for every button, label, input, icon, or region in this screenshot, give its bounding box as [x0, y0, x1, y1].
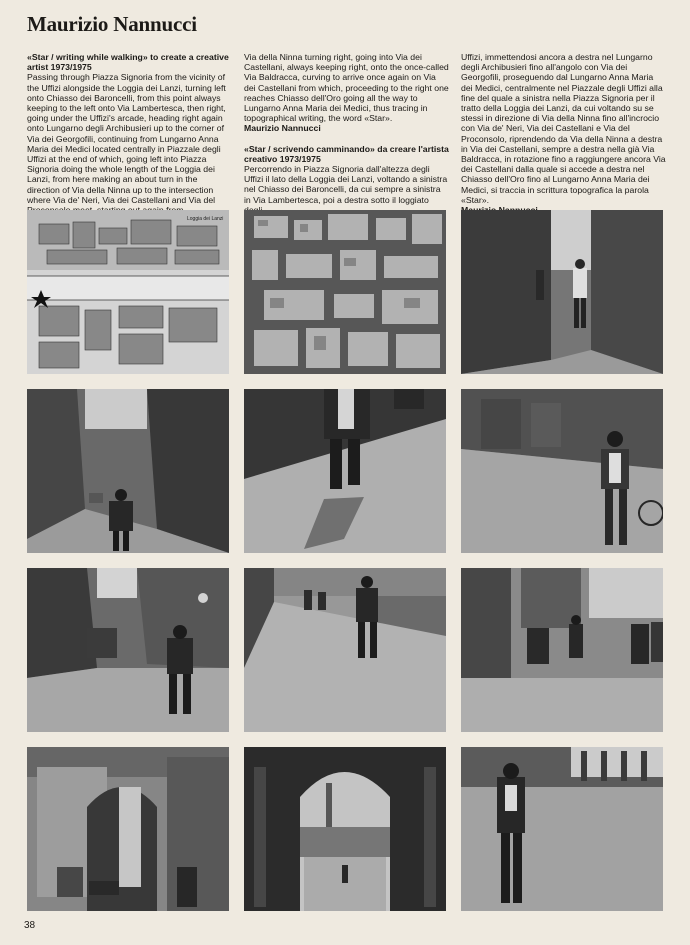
- photo-loggia-view: [244, 747, 446, 911]
- photo-walker-lamppost: [27, 568, 229, 732]
- photo-walker-bicycle: [461, 389, 663, 553]
- italian-title: «Star / scrivendo camminando» da creare l'artista creativo 1973/1975: [244, 143, 449, 164]
- photo-map: [27, 210, 229, 374]
- photo-walker-arcade: [461, 747, 663, 911]
- english-signature: Maurizio Nannucci: [244, 123, 321, 134]
- english-title: «Star / writing while walking» to create a creative artist 1973/1975: [27, 52, 229, 73]
- italian-body-2: Uffizi, immettendosi ancora a destra nel Lungarno degli Archibusieri fino all'angolo con Via dei Georgofili, proseguendo dal Lungarno Anna Maria dei Medici, centralmente nel Piazzale degli Uffizi alla fine del quale a sinistra nella Piazza Signoria per il tratto della Loggia dei Lanzi, da cui voltando su se stessi in direzione di Via della Ninna fino all'incrocio con Via de' Neri, Via dei Castellani e Via del Proconsolo, riprendendo da Via della Ninna a destra in Via dei Castellani, sempre a destra nella già Via Baldracca, in rotazione fino a raggiungere ancora Via dei Castellani dalla quale si accede a destra nel Chiasso dell'Oro fino al Lungarno Anna Maria dei Medici, si traccia in scrittura topografica la parola «Star».: [461, 52, 666, 205]
- english-column-1: [27, 52, 232, 215]
- english-column-2: [244, 52, 449, 215]
- italian-column-2: [461, 52, 666, 215]
- photo-square-walker: [244, 568, 446, 732]
- page-title: Maurizio Nannucci: [27, 12, 197, 36]
- photo-alley-walker: [461, 210, 663, 374]
- photo-street-crowd: [461, 568, 663, 732]
- english-body-2: Via della Ninna turning right, going into Via dei Castellani, always keeping right, onto the once-called Via Baldracca, curving to arrive once again on Via dei Castellani from which, proceeding to the right one reaches Chiasso dell'Oro going all the way to Lungarno Anna Maria dei Medici, thus tracing in topographical writing, the word «Star».: [244, 52, 449, 124]
- photo-walker-shadow: [244, 389, 446, 553]
- photo-aerial: [244, 210, 446, 374]
- italian-body-1: Percorrendo in Piazza Signoria dall'altezza degli Uffizi il lato della Loggia dei Lanzi, voltando a sinistra nel Chiasso dei Baroncelli, da cui sempre a sinistra in Via Lambertesca, poi a destra sotto il loggiato: [244, 164, 448, 205]
- photo-archway: [27, 747, 229, 911]
- page-number: 38: [24, 920, 36, 931]
- photo-street-walker-back: [27, 389, 229, 553]
- map-label: Loggia dei Lanzi: [187, 216, 224, 222]
- english-body-1: Passing through Piazza Signoria from the vicinity of the Uffizi alongside the Loggia dei Lanzi, turning left onto Chiasso dei Baroncelli, from this point always keeping to the left onto Via Lambertesca, then right, going under the Uffizi's arcade, heading right again onto Lungarno degli Archibusieri up to the corner of Via dei Georgofili, continuing from Lungarno Anna Maria dei Medici located centrally in Piazzale degli Uffizi at the end of which, going left into Piazza Signoria doing the whole length of the Loggia dei Lanzi, from here making an about turn in the direction of Via della Ninna up to the intersection where Via de' Neri, Via dei Castellani and Via del: [27, 72, 226, 205]
